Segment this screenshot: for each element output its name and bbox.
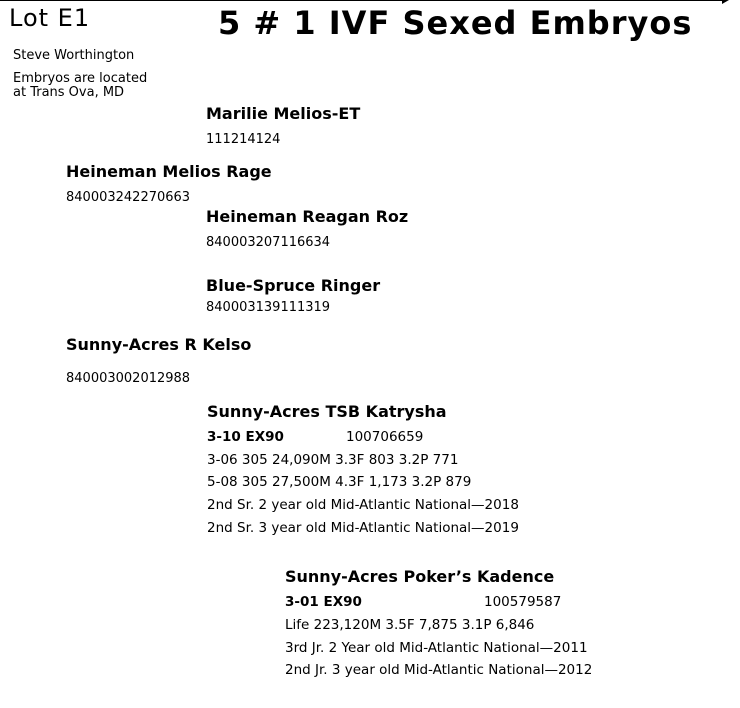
owner-name: Steve Worthington	[13, 48, 135, 63]
granddam-classification: 3-10 EX90	[207, 429, 284, 445]
lot-number: Lot E1	[9, 4, 91, 32]
great-granddam-classification: 3-01 EX90	[285, 594, 362, 610]
top-rule	[0, 0, 725, 1]
location-line-1: Embryos are located	[13, 71, 148, 86]
great-granddam-award-2: 2nd Jr. 3 year old Mid-Atlantic National—2012	[285, 662, 593, 678]
granddam-record-2: 5-08 305 27,500M 4.3F 1,173 3.2P 879	[207, 474, 472, 490]
granddam-name: Sunny-Acres TSB Katrysha	[207, 402, 447, 421]
great-granddam-reg: 100579587	[484, 594, 562, 610]
location-line-2: at Trans Ova, MD	[13, 85, 125, 100]
granddam-award-2: 2nd Sr. 3 year old Mid-Atlantic National—2019	[207, 520, 519, 536]
top-rule-arrow-icon	[722, 0, 729, 4]
great-granddam-name: Sunny-Acres Poker’s Kadence	[285, 567, 555, 586]
sire-name: Heineman Melios Rage	[66, 162, 272, 181]
great-granddam-record-1: Life 223,120M 3.5F 7,875 3.1P 6,846	[285, 617, 535, 633]
dam-reg: 840003002012988	[66, 371, 191, 386]
sire-dam2-name: Heineman Reagan Roz	[206, 207, 409, 226]
dam-sire-reg: 840003139111319	[206, 300, 331, 315]
dam-sire-name: Blue-Spruce Ringer	[206, 276, 381, 295]
sire-dam-name: Marilie Melios-ET	[206, 104, 361, 123]
sire-dam2-reg: 840003207116634	[206, 235, 331, 250]
sire-dam-reg: 111214124	[206, 132, 281, 147]
granddam-reg: 100706659	[346, 429, 424, 445]
dam-name: Sunny-Acres R Kelso	[66, 335, 252, 354]
sire-reg: 840003242270663	[66, 190, 191, 205]
granddam-award-1: 2nd Sr. 2 year old Mid-Atlantic National—2018	[207, 497, 519, 513]
great-granddam-award-1: 3rd Jr. 2 Year old Mid-Atlantic National—2011	[285, 640, 588, 656]
granddam-record-1: 3-06 305 24,090M 3.3F 803 3.2P 771	[207, 452, 459, 468]
page-title: 5 # 1 IVF Sexed Embryos	[218, 4, 693, 42]
